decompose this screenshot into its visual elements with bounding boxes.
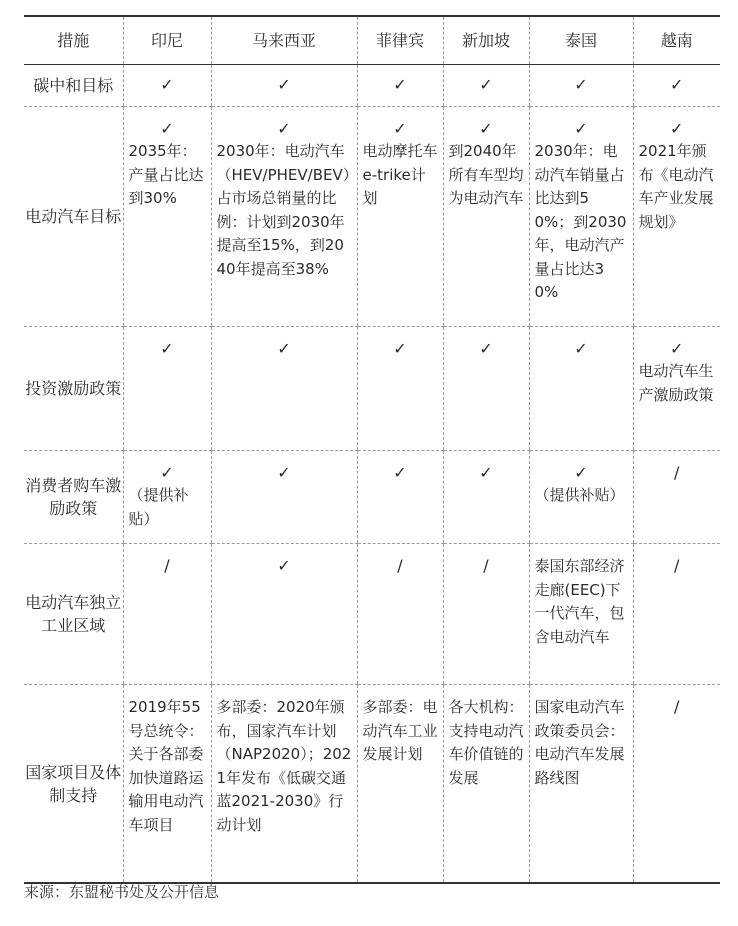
row-label: 电动汽车独立工业区域 xyxy=(24,544,123,685)
slash-mark: / xyxy=(397,556,403,575)
check-icon: ✓ xyxy=(277,556,291,575)
table-cell xyxy=(211,544,357,685)
check-icon: ✓ xyxy=(160,75,174,94)
table-row xyxy=(24,327,720,451)
check-icon: ✓ xyxy=(277,339,291,358)
header-thailand: 泰国 xyxy=(529,16,633,65)
row-label: 碳中和目标 xyxy=(24,65,123,107)
table-cell xyxy=(633,107,720,327)
check-icon: ✓ xyxy=(574,75,588,94)
row-label: 电动汽车目标 xyxy=(24,107,123,327)
check-icon: ✓ xyxy=(670,75,684,94)
table-cell xyxy=(633,685,720,884)
table-cell xyxy=(211,451,357,544)
table-cell xyxy=(357,451,443,544)
check-icon: ✓ xyxy=(277,119,291,138)
table-cell xyxy=(633,544,720,685)
table-cell xyxy=(123,327,211,451)
slash-mark: / xyxy=(674,463,680,482)
header-singapore: 新加坡 xyxy=(443,16,529,65)
table-cell xyxy=(123,65,211,107)
cell-text: 各大机构：支持电动汽车价值链的发展 xyxy=(448,698,524,787)
table-cell xyxy=(443,685,529,884)
table-cell xyxy=(357,544,443,685)
header-malaysia: 马来西亚 xyxy=(211,16,357,65)
table-cell xyxy=(443,327,529,451)
table-cell xyxy=(211,327,357,451)
header-philippines: 菲律宾 xyxy=(357,16,443,65)
check-icon: ✓ xyxy=(393,463,407,482)
table-cell xyxy=(357,65,443,107)
check-icon: ✓ xyxy=(670,119,684,138)
table-cell xyxy=(443,544,529,685)
check-icon: ✓ xyxy=(574,339,588,358)
cell-text: 电动汽车生产激励政策 xyxy=(638,362,714,404)
table-cell xyxy=(357,685,443,884)
cell-text: 国家电动汽车政策委员会：电动汽车发展路线图 xyxy=(534,698,625,787)
check-icon: ✓ xyxy=(574,119,588,138)
check-icon: ✓ xyxy=(160,339,174,358)
source-note: 来源：东盟秘书处及公开信息 xyxy=(24,883,220,901)
table-cell xyxy=(357,327,443,451)
table-cell xyxy=(123,451,211,544)
table-cell xyxy=(211,107,357,327)
table-cell xyxy=(529,327,633,451)
table-row xyxy=(24,685,720,884)
check-icon: ✓ xyxy=(479,119,493,138)
slash-mark: / xyxy=(164,556,170,575)
cell-text: 2030年：电动汽车（HEV/PHEV/BEV）占市场总销量的比例：计划到2030年提高至15%，到2040年提高至38% xyxy=(216,142,351,278)
check-icon: ✓ xyxy=(670,339,684,358)
check-icon: ✓ xyxy=(479,339,493,358)
table-cell xyxy=(529,685,633,884)
header-indonesia: 印尼 xyxy=(123,16,211,65)
table-cell xyxy=(357,107,443,327)
check-icon: ✓ xyxy=(393,75,407,94)
slash-mark: / xyxy=(674,556,680,575)
table-cell xyxy=(123,107,211,327)
cell-text: 2030年：电动汽车销量占比达到50%；到2030年，电动汽产量占比达30% xyxy=(534,142,627,301)
row-label: 国家项目及体制支持 xyxy=(24,685,123,884)
table-cell xyxy=(211,65,357,107)
table-cell xyxy=(529,544,633,685)
cell-text: （提供补贴） xyxy=(128,486,189,528)
check-icon: ✓ xyxy=(393,339,407,358)
table-cell xyxy=(123,685,211,884)
cell-text: 到2040年所有车型均为电动汽车 xyxy=(448,142,524,207)
check-icon: ✓ xyxy=(393,119,407,138)
table-cell xyxy=(633,327,720,451)
cell-text: 泰国东部经济走廊(EEC)下一代汽车，包含电动汽车 xyxy=(534,557,625,646)
policy-table-container xyxy=(24,15,720,884)
slash-mark: / xyxy=(674,697,680,716)
header-row xyxy=(24,16,720,65)
check-icon: ✓ xyxy=(277,463,291,482)
cell-text: 2021年颁布《电动汽车产业发展规划》 xyxy=(638,142,714,231)
check-icon: ✓ xyxy=(479,75,493,94)
table-row xyxy=(24,107,720,327)
table-cell xyxy=(529,451,633,544)
check-icon: ✓ xyxy=(574,463,588,482)
table-cell xyxy=(443,107,529,327)
check-icon: ✓ xyxy=(479,463,493,482)
check-icon: ✓ xyxy=(160,463,174,482)
cell-text: 2019年55号总统令：关于各部委加快道路运输用电动汽车项目 xyxy=(128,698,204,834)
table-row xyxy=(24,65,720,107)
table-cell xyxy=(529,65,633,107)
cell-text: 多部委：2020年颁布，国家汽车计划（NAP2020）；2021年发布《低碳交通蓝2021-2030》行动计划 xyxy=(216,698,352,834)
table-cell xyxy=(633,451,720,544)
header-measure: 措施 xyxy=(24,16,123,65)
cell-text: 电动摩托车e-trike计划 xyxy=(362,142,438,207)
table-cell xyxy=(443,451,529,544)
table-row xyxy=(24,451,720,544)
table-cell xyxy=(443,65,529,107)
table-cell xyxy=(633,65,720,107)
table-cell xyxy=(123,544,211,685)
table-cell xyxy=(211,685,357,884)
cell-text: 2035年：产量占比达到30% xyxy=(128,142,204,207)
cell-text: （提供补贴） xyxy=(534,486,625,504)
row-label: 消费者购车激励政策 xyxy=(24,451,123,544)
header-vietnam: 越南 xyxy=(633,16,720,65)
check-icon: ✓ xyxy=(277,75,291,94)
check-icon: ✓ xyxy=(160,119,174,138)
cell-text: 多部委：电动汽车工业发展计划 xyxy=(362,698,438,763)
table-row xyxy=(24,544,720,685)
ev-policy-table xyxy=(24,15,720,884)
slash-mark: / xyxy=(483,556,489,575)
table-cell xyxy=(529,107,633,327)
row-label: 投资激励政策 xyxy=(24,327,123,451)
